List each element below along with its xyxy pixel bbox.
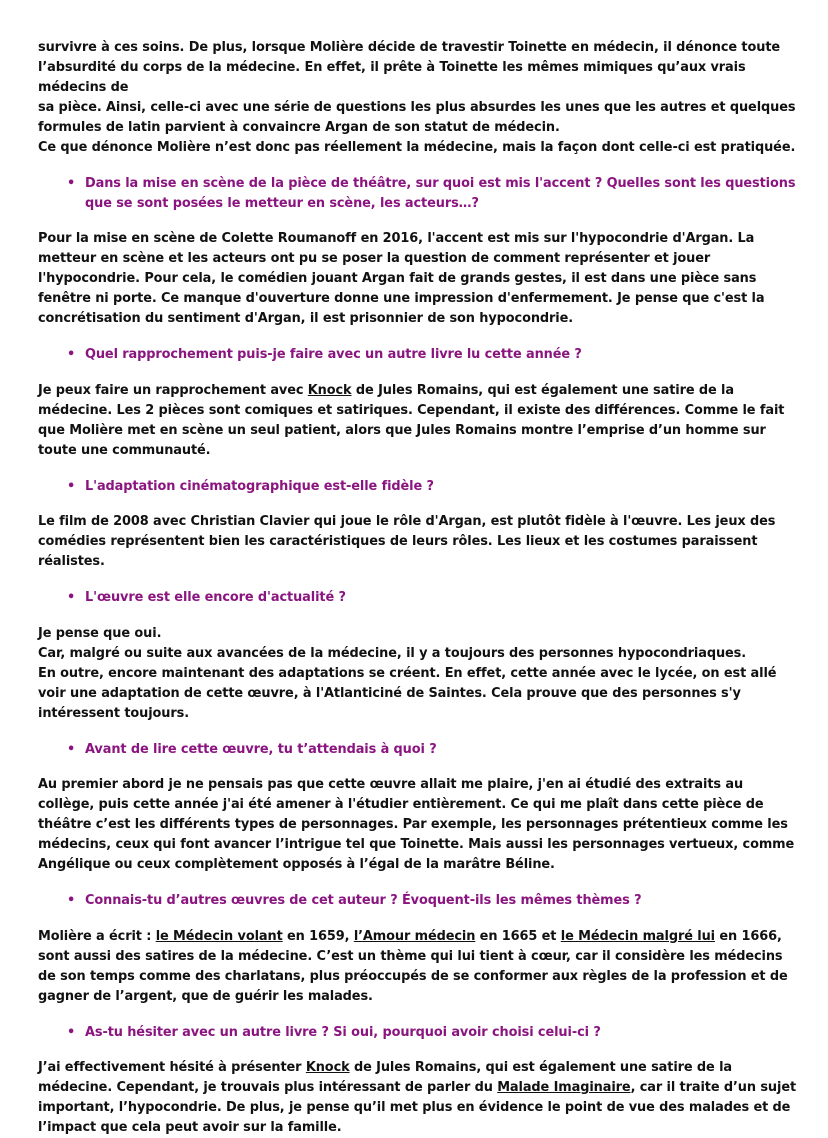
answer-attentes: Au premier abord je ne pensais pas que cette œuvre allait me plaire, j'en ai étudié des extraits au collège, puis cette année j'ai été amener à l'étudier entièrement. Ce qui me plaît dans cette pièce de théâtre c’est les différents types de personnages. Par exemple, les personnages prétentieux comme les médecins, ceux qui font avancer l’intrigue tel que Toinette. Mais aussi les personnages vertueux, comme Angélique ou ceux complètement opposés à l’égal de la marâtre Béline. xyxy=(38,777,795,872)
answer-text: J’ai effectivement hésité à présenter xyxy=(38,1060,306,1075)
answer-line: Car, malgré ou suite aux avancées de la médecine, il y a toujours des personnes hypocondriaques. xyxy=(38,645,747,661)
answer-rapprochement xyxy=(38,381,798,461)
answer-text: en 1666, sont aussi des satires de la médecine. C’est un thème qui lui tient à cœur, car il considère les médecins de son temps comme des charlatans, plus préoccupés de se conformer aux règles de la profession et de gagner de l’argent, que de guérir les malades. xyxy=(38,928,788,1004)
answer-text: en 1665 et xyxy=(475,928,561,944)
answer-text: en 1659, xyxy=(282,928,354,944)
intro-line: l’absurdité du corps de la médecine. En effet, il prête à Toinette les mêmes mimiques qu’aux vrais médecins de xyxy=(38,60,746,95)
book-title-medecin-malgre-lui: le Médecin malgré lui xyxy=(560,928,715,944)
question-actualite: • L'œuvre est elle encore d'actualité ? xyxy=(38,588,798,608)
answer-text: Je peux faire un rapprochement avec xyxy=(38,382,308,398)
question-attentes: • Avant de lire cette œuvre, tu t’attendais à quoi ? xyxy=(38,740,798,760)
document-page xyxy=(38,38,798,1138)
book-title-knock: Knock xyxy=(305,1060,350,1075)
answer-adaptation: Le film de 2008 avec Christian Clavier qui joue le rôle d'Argan, est plutôt fidèle à l'œuvre. Les jeux des comédies représentent bien les caractéristiques de leurs rôles. Les lieux et les costumes paraissent réalistes. xyxy=(38,514,776,569)
intro-line: sa pièce. Ainsi, celle-ci avec une série de questions les plus absurdes les unes que les autres et quelques xyxy=(38,100,796,115)
book-title-medecin-volant: le Médecin volant xyxy=(155,928,283,944)
answer-actualite xyxy=(38,624,798,724)
intro-conclusion: Ce que dénonce Molière n’est donc pas réellement la médecine, mais la façon dont celle-ci est pratiquée. xyxy=(38,140,796,155)
question-autres-oeuvres: • Connais-tu d’autres œuvres de cet auteur ? Évoquent-ils les mêmes thèmes ? xyxy=(38,891,798,911)
answer-line: Je pense que oui. xyxy=(38,625,162,641)
book-title-amour-medecin: l’Amour médecin xyxy=(353,928,476,944)
book-title-knock: Knock xyxy=(307,382,352,398)
question-rapprochement: • Quel rapprochement puis-je faire avec un autre livre lu cette année ? xyxy=(38,345,798,365)
answer-line: En outre, encore maintenant des adaptations se créent. En effet, cette année avec le lycée, on est allé voir une adaptation de cette œuvre, à l'Atlanticiné de Saintes. Cela prouve que des personnes s'y intéressent toujours. xyxy=(38,665,777,721)
answer-text: Molière a écrit : xyxy=(38,928,156,944)
answer-hesitation xyxy=(38,1058,798,1138)
answer-autres-oeuvres xyxy=(38,927,798,1007)
answer-text: , car il traite d’un sujet important, l’hypocondrie. De plus, je pense qu’il met plus en évidence le point de vue des malades et de l’impact que cela peut avoir sur la famille. xyxy=(38,1080,797,1135)
answer-text: de Jules Romains, qui est également une satire de la médecine. Les 2 pièces sont comiques et satiriques. Cependant, il existe des différences. Comme le fait que Molière met en scène un seul patient, alors que Jules Romains montre l’emprise d’un homme sur toute une communauté. xyxy=(38,382,785,458)
book-title-malade-imaginaire: Malade Imaginaire xyxy=(497,1080,631,1095)
intro-line: survivre à ces soins. De plus, lorsque Molière décide de travestir Toinette en médecin, il dénonce toute xyxy=(38,40,781,55)
answer-text: de Jules Romains, qui est également une satire de la médecine. Cependant, je trouvais plus intéressant de parler du xyxy=(38,1060,733,1095)
question-hesitation: • As-tu hésiter avec un autre livre ? Si oui, pourquoi avoir choisi celui-ci ? xyxy=(38,1023,798,1043)
question-adaptation: • L'adaptation cinématographique est-elle fidèle ? xyxy=(38,477,798,497)
answer-mise-en-scene: Pour la mise en scène de Colette Roumanoff en 2016, l'accent est mis sur l'hypocondrie d'Argan. La metteur en scène et les acteurs ont pu se poser la question de comment représenter et jouer l'hypocondrie. Pour cela, le comédien jouant Argan fait de grands gestes, il est dans une pièce sans fenêtre ni porte. Ce manque d'ouverture donne une impression d'enfermement. Je pense que c'est la concrétisation du sentiment d'Argan, il est prisonnier de son hypocondrie. xyxy=(38,231,765,326)
intro-line: formules de latin parvient à convaincre Argan de son statut de médecin. xyxy=(38,120,560,135)
intro-paragraph xyxy=(38,38,798,158)
question-mise-en-scene: • Dans la mise en scène de la pièce de théâtre, sur quoi est mis l'accent ? Quelles sont les questions que se sont posées le metteur en scène, les acteurs…? xyxy=(38,174,798,213)
